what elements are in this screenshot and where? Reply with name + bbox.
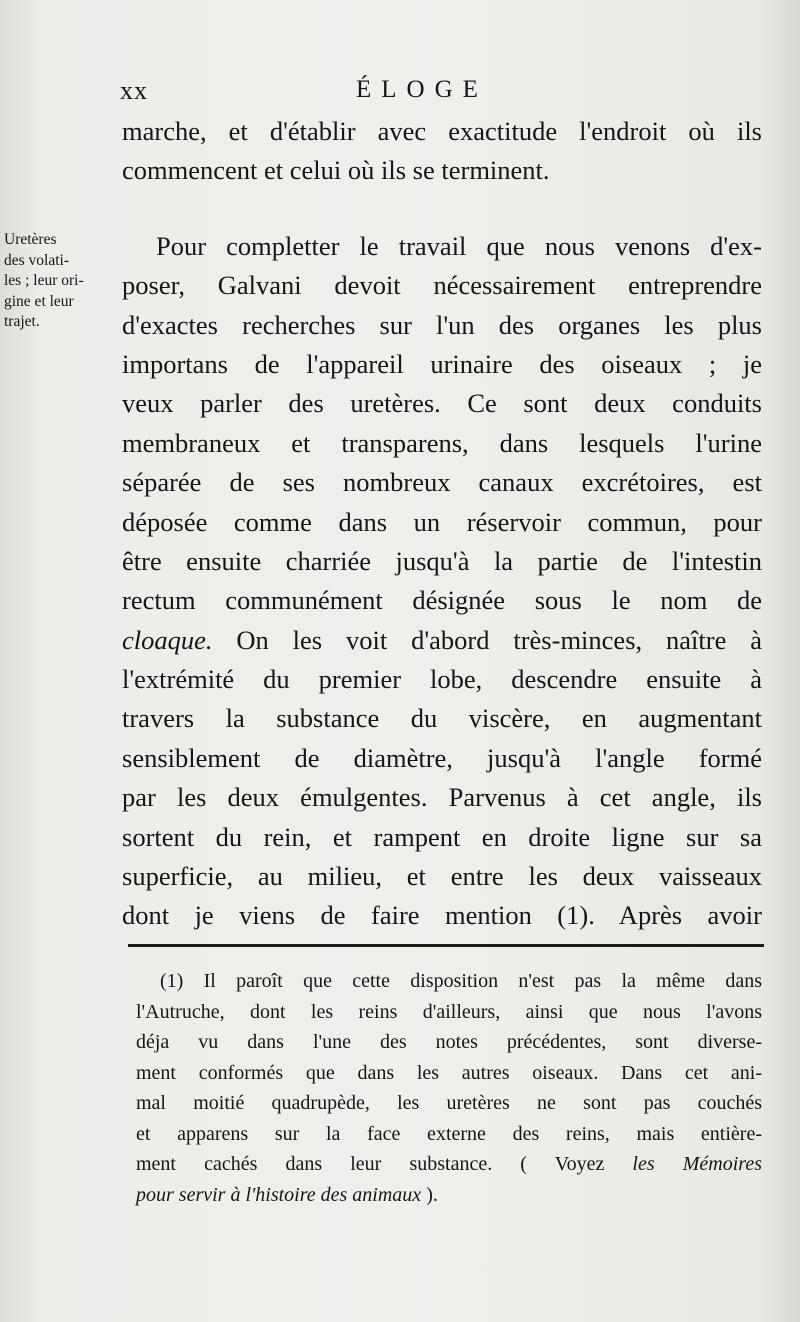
footnote-rule	[128, 944, 764, 947]
italic-term: cloaque.	[122, 624, 213, 655]
text-line: par les deux émulgentes. Parvenus à cet angle, ils	[122, 782, 762, 813]
footnote	[136, 966, 762, 1210]
text-line: rectum communément désignée sous le nom de	[122, 585, 762, 616]
text-line: membraneux et transparens, dans lesquels l'urine	[122, 427, 762, 458]
body-text	[122, 112, 762, 936]
footnote-line: ment cachés dans leur substance. ( Voyez les Mémoires	[136, 1153, 762, 1175]
margin-note-line: gine et leur	[4, 292, 74, 310]
text-line: déposée comme dans un réservoir commun, pour	[122, 506, 762, 537]
text-line: sortent du rein, et rampent en droite ligne sur sa	[122, 821, 762, 852]
text-line-cloaque: cloaque. On les voit d'abord très-minces, naître à	[122, 624, 762, 655]
text-line: séparée de ses nombreux canaux excrétoires, est	[122, 467, 762, 498]
italic-title: pour servir à l'histoire des animaux	[136, 1183, 422, 1206]
page-number: xx	[120, 76, 148, 105]
text-line: d'exactes recherches sur l'un des organes les plus	[122, 309, 762, 340]
paragraph-gap	[122, 191, 762, 227]
margin-note-line: des volati-	[4, 251, 69, 269]
footnote-line: (1) Il paroît que cette disposition n'est pas la même dans	[160, 970, 762, 992]
page-header	[120, 76, 760, 110]
text-line: sensiblement de diamètre, jusqu'à l'angle formé	[122, 742, 762, 773]
footnote-line: et apparens sur la face externe des reins, mais entière-	[136, 1122, 762, 1145]
text-line: commencent et celui où ils se terminent.	[122, 155, 550, 186]
text-line: veux parler des uretères. Ce sont deux conduits	[122, 388, 762, 419]
text-line: l'extrémité du premier lobe, descendre ensuite à	[122, 664, 762, 695]
text-line: travers la substance du viscère, en augmentant	[122, 703, 762, 734]
footnote-line: pour servir à l'histoire des animaux ).	[136, 1183, 438, 1206]
text-line: être ensuite charriée jusqu'à la partie de l'intestin	[122, 545, 762, 576]
italic-title: les Mémoires	[632, 1153, 762, 1175]
text-line: importans de l'appareil urinaire des oiseaux ; je	[122, 348, 762, 379]
footnote-line: ment conformés que dans les autres oiseaux. Dans cet ani-	[136, 1061, 762, 1084]
footnote-line: déja vu dans l'une des notes précédentes, sont diverse-	[136, 1031, 762, 1053]
margin-note-line: les ; leur ori-	[4, 272, 84, 289]
margin-note-line: Uretères	[4, 231, 57, 248]
margin-note-line: trajet.	[4, 313, 40, 330]
footnote-line: l'Autruche, dont les reins d'ailleurs, ainsi que nous l'avons	[136, 1000, 762, 1023]
text-line: poser, Galvani devoit nécessairement entreprendre	[122, 270, 762, 301]
footnote-line: mal moitié quadrupède, les uretères ne sont pas couchés	[136, 1092, 762, 1114]
margin-note	[4, 230, 122, 333]
text-line: superficie, au milieu, et entre les deux vaisseaux	[122, 861, 762, 892]
text-line: marche, et d'établir avec exactitude l'endroit où ils	[122, 116, 762, 146]
text-line: dont je viens de faire mention (1). Après avoir	[122, 900, 762, 931]
running-title: ÉLOGE	[356, 76, 488, 103]
text-line: Pour completter le travail que nous venons d'ex-	[156, 230, 762, 261]
